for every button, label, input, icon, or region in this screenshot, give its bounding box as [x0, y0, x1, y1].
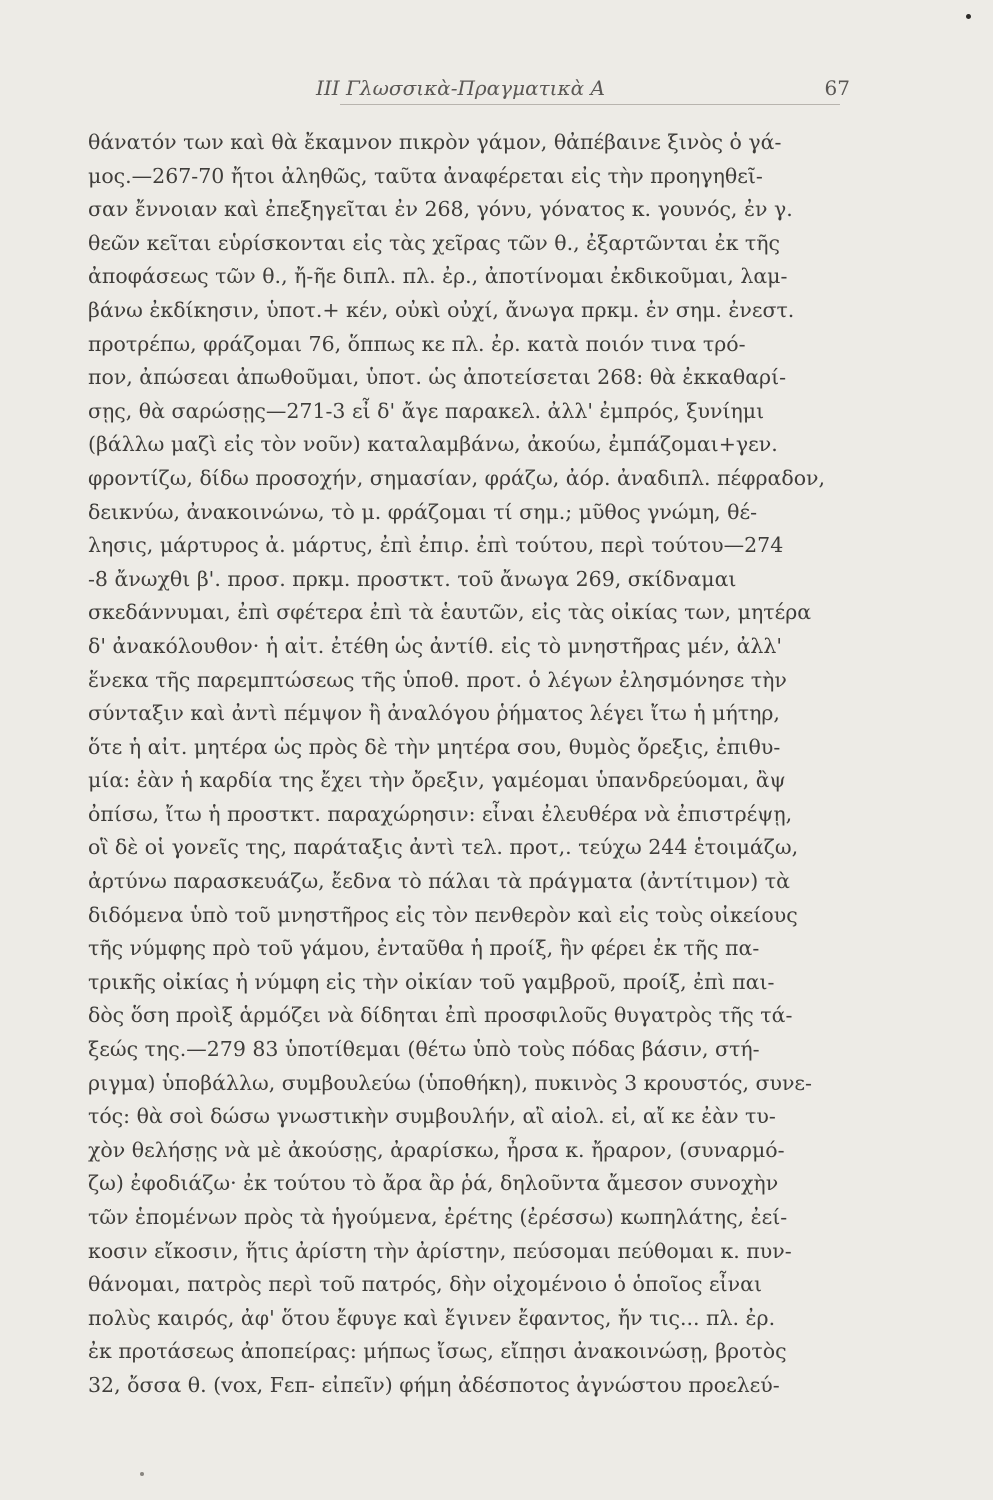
text-line: τῆς νύμφης πρὸ τοῦ γάμου, ἐνταῦθα ἡ προίξ, ἣν φέρει ἐκ τῆς πα- [88, 936, 760, 961]
text-line: 32, ὄσσα θ. (vox, Fεπ- εἰπεῖν) φήμη ἀδέσποτος ἀγνώστου προελεύ- [88, 1372, 780, 1397]
ink-speck [140, 1472, 144, 1476]
header-rule [340, 104, 840, 105]
text-line: χὸν θελήσῃς νὰ μὲ ἀκούσῃς, ἀραρίσκω, ἦρσα κ. ἤραρον, (συναρμό- [88, 1137, 785, 1162]
text-line: τῶν ἑπομένων πρὸς τὰ ἡγούμενα, ἐρέτης (ἐρέσσω) κωπηλάτης, ἐεί- [88, 1205, 788, 1229]
text-line: διδόμενα ὑπὸ τοῦ μνηστῆρος εἰς τὸν πενθερὸν καὶ εἰς τοὺς οἰκείους [88, 902, 798, 927]
header-title: ΙΙΙ Γλωσσικὰ-Πραγματικὰ Α [316, 76, 605, 100]
text-line: πολὺς καιρός, ἀφ' ὅτου ἔφυγε καὶ ἔγινεν ἔφαντος, ἤν τις... πλ. ἐρ. [88, 1305, 776, 1330]
text-line: δ' ἀνακόλουθον· ἡ αἰτ. ἐτέθη ὡς ἀντίθ. εἰς τὸ μνηστῆρας μέν, ἀλλ' [88, 633, 783, 658]
text-line: (βάλλω μαζὶ εἰς τὸν νοῦν) καταλαμβάνω, ἀκούω, ἐμπάζομαι+γεν. [88, 432, 778, 457]
ink-speck [966, 14, 971, 19]
text-line: προτρέπω, φράζομαι 76, ὅππως κε πλ. ἐρ. κατὰ ποιόν τινα τρό- [88, 331, 746, 356]
text-line: ὅτε ἡ αἰτ. μητέρα ὡς πρὸς δὲ τὴν μητέρα σου, θυμὸς ὄρεξις, ἐπιθυ- [88, 734, 781, 759]
text-line: οἳ δὲ οἱ γονεῖς της, παράταξις ἀντὶ τελ. προτ,. τεύχω 244 ἑτοιμάζω, [88, 835, 799, 860]
text-line: σῃς, θὰ σαρώσῃς—271-3 εἶ δ' ἄγε παρακελ. ἀλλ' ἐμπρός, ξυνίημι [88, 398, 765, 423]
page-number: 67 [824, 76, 850, 100]
text-line: ριγμα) ὑποβάλλω, συμβουλεύω (ὑποθήκη), πυκινὸς 3 κρουστός, συνε- [88, 1070, 812, 1095]
text-line: δεικνύω, ἀνακοινώνω, τὸ μ. φράζομαι τί σημ.; μῦθος γνώμη, θέ- [88, 499, 758, 524]
text-line: φροντίζω, δίδω προσοχήν, σημασίαν, φράζω, ἀόρ. ἀναδιπλ. πέφραδον, [88, 465, 826, 490]
text-line: ξεώς της.—279 83 ὑποτίθεμαι (θέτω ὑπὸ τοὺς πόδας βάσιν, στή- [88, 1037, 760, 1062]
text-line: ὀπίσω, ἴτω ἡ προστκτ. παραχώρησιν: εἶναι ἐλευθέρα νὰ ἐπιστρέψῃ, [88, 801, 793, 826]
text-line: βάνω ἐκδίκησιν, ὑποτ.+ κέν, οὐκὶ οὐχί, ἄνωγα πρκμ. ἐν σημ. ἐνεστ. [88, 297, 795, 322]
text-line: πον, ἀπώσεαι ἀπωθοῦμαι, ὑποτ. ὡς ἀποτείσεται 268: θὰ ἐκκαθαρί- [88, 365, 787, 390]
text-line: δὸς ὅση προὶξ ἁρμόζει νὰ δίδηται ἐπὶ προσφιλοῦς θυγατρὸς τῆς τά- [88, 1003, 793, 1028]
text-line: -8 ἄνωχθι β'. προσ. πρκμ. προστκτ. τοῦ ἄνωγα 269, σκίδναμαι [88, 566, 737, 591]
text-line: μος.—267-70 ἤτοι ἀληθῶς, ταῦτα ἀναφέρεται εἰς τὴν προηγηθεῖ- [88, 163, 763, 188]
text-line: ἕνεκα τῆς παρεμπτώσεως τῆς ὑποθ. προτ. ὁ λέγων ἐλησμόνησε τὴν [88, 667, 787, 692]
text-line: λησις, μάρτυρος ἀ. μάρτυς, ἐπὶ ἐπιρ. ἐπὶ τούτου, περὶ τούτου—274 [88, 533, 784, 558]
text-line: ἀποφάσεως τῶν θ., ἤ-ῆε διπλ. πλ. ἐρ., ἀποτίνομαι ἐκδικοῦμαι, λαμ- [88, 264, 788, 289]
text-line: θεῶν κεῖται εὑρίσκονται εἰς τὰς χεῖρας τῶν θ., ἐξαρτῶνται ἐκ τῆς [88, 230, 781, 255]
running-header [300, 76, 850, 104]
text-line: τρικῆς οἰκίας ἡ νύμφη εἰς τὴν οἰκίαν τοῦ γαμβροῦ, προίξ, ἐπὶ παι- [88, 969, 775, 994]
text-line: θάνομαι, πατρὸς περὶ τοῦ πατρός, δὴν οἰχομένοιο ὁ ὁποῖος εἶναι [88, 1272, 762, 1297]
text-line: μία: ἐὰν ἡ καρδία της ἔχει τὴν ὄρεξιν, γαμέομαι ὑπανδρεύομαι, ἂψ [88, 768, 786, 793]
body-text [88, 126, 858, 1403]
text-line: σύνταξιν καὶ ἀντὶ πέμψον ἢ ἀναλόγου ῥήματος λέγει ἴτω ἡ μήτηρ, [88, 701, 780, 726]
text-line: ἀρτύνω παρασκευάζω, ἔεδνα τὸ πάλαι τὰ πράγματα (ἀντίτιμον) τὰ [88, 869, 790, 894]
text-line: ἐκ προτάσεως ἀποπείρας: μήπως ἴσως, εἴπῃσι ἀνακοινώσῃ, βροτὸς [88, 1339, 787, 1364]
text-line: σαν ἔννοιαν καὶ ἐπεξηγεῖται ἐν 268, γόνυ, γόνατος κ. γουνός, ἐν γ. [88, 197, 793, 222]
text-line: ζω) ἐφοδιάζω· ἐκ τούτου τὸ ἄρα ἂρ ῥά, δηλοῦντα ἄμεσον συνοχὴν [88, 1171, 779, 1196]
text-line: τός: θὰ σοὶ δώσω γνωστικὴν συμβουλήν, αἲ αἰολ. εἰ, αἴ κε ἐὰν τυ- [88, 1104, 776, 1129]
text-line: θάνατόν των καὶ θὰ ἔκαμνον πικρὸν γάμον, θἀπέβαινε ξινὸς ὁ γά- [88, 130, 782, 154]
text-line: σκεδάννυμαι, ἐπὶ σφέτερα ἐπὶ τὰ ἑαυτῶν, εἰς τὰς οἰκίας των, μητέρα [88, 600, 812, 625]
text-line: κοσιν εἴκοσιν, ἥτις ἀρίστη τὴν ἀρίστην, πεύσομαι πεύθομαι κ. πυν- [88, 1238, 792, 1263]
